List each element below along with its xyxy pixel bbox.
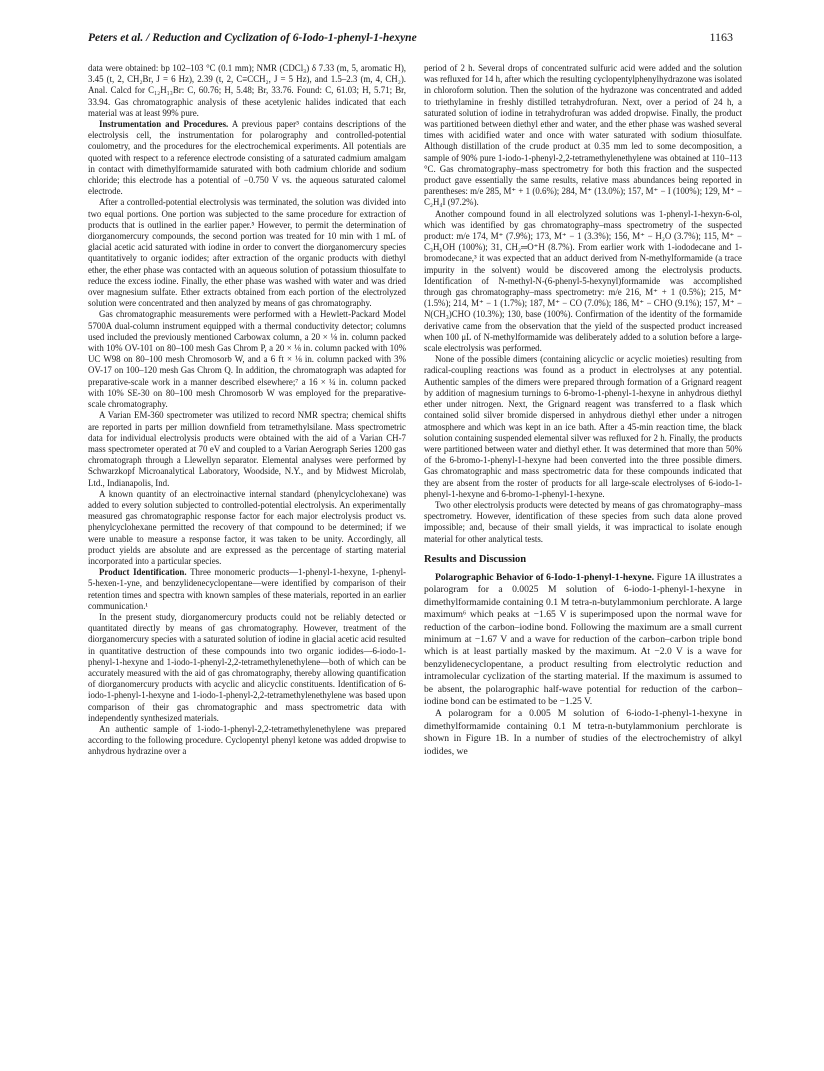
- paragraph: A polarogram for a 0.005 M solution of 6-iodo-1-phenyl-1-hexyne in dimethylformamide containing 0.1 M tetra-n-butylammonium perchlorate is shown in Figure 1B. In a number of studies of the electrochemistry of alkyl iodides, we: [424, 708, 742, 757]
- running-title: Peters et al. / Reduction and Cyclization of 6-Iodo-1-phenyl-1-hexyne: [88, 32, 417, 44]
- paragraph: period of 2 h. Several drops of concentrated sulfuric acid were added and the solution was refluxed for 14 h, after which the resulting cyclopentylphenylhydrazone was isolated in chloroform solution. Then the solution of the hydrazone was concentrated and added to triethylamine in freshly distilled tetrahydrofuran. Next, over a period of 24 h, a saturated solution of iodine in tetrahydrofuran was added dropwise. Finally, the product was partitioned between diethyl ether and water, and the ether phase was washed several times with acidified water and once with water saturated with sodium thiosulfate. Although distillation of the crude product at 0.35 mm led to some decomposition, a sample of 90% pure 1-iodo-1-phenyl-2,2-tetramethylenethylene was obtained at 110–113 °C. Gas chromatography–mass spectrometry for both this fraction and the suspected product gave essentially the same results, relative mass abundances being reported in parentheses: m/e 285, M⁺ + 1 (0.6%); 284, M⁺ (13.0%); 157, M⁺ − I (100%); 129, M⁺ − C₂H₄I (97.2%).: [424, 63, 742, 208]
- run-in-heading: Product Identification.: [99, 567, 187, 578]
- run-in-heading: Instrumentation and Procedures.: [99, 119, 229, 130]
- running-header: [88, 30, 733, 48]
- paragraph: [88, 567, 406, 612]
- page-number: 1163: [709, 30, 733, 44]
- paragraph: None of the possible dimers (containing alicyclic or acyclic moieties) resulting from radical-coupling reactions was found as a product in electrolyses at any potential. Authentic samples of the dimers were prepared through formation of a Grignard reagent by addition of magnesium turnings to 6-bromo-1-phenyl-1-hexyne in anhydrous diethyl ether under nitrogen. Next, the Grignard reagent was transferred to a flask which contained solid silver bromide dispersed in anhydrous diethyl ether under a nitrogen atmosphere and which was kept in an ice bath. After a 45-min reaction time, the black solution containing suspended elemental silver was refluxed for 2 h. Finally, the products were partitioned between water and diethyl ether. It was determined that more than 50% of the 6-bromo-1-phenyl-1-hexyne had been converted into the three possible dimers. Gas chromatographic and mass spectrometric data for these compounds indicated that they are absent from the roster of products for all large-scale electrolyses of 6-iodo-1-phenyl-1-hexyne and 6-bromo-1-phenyl-1-hexyne.: [424, 354, 742, 499]
- run-in-heading: Polarographic Behavior of 6-Iodo-1-phenyl-1-hexyne.: [435, 571, 655, 583]
- paragraph: Gas chromatographic measurements were performed with a Hewlett-Packard Model 5700A dual-column instrument equipped with a thermal conductivity detector; columns used included the previously mentioned Carbowax column, a 20 × ⅛ in. column packed with 10% OV-101 on 80–100 mesh Gas Chrom P, a 20 × ⅛ in. column packed with 10% UC W98 on 80–100 mesh Chromosorb W, and a 6 ft × ⅛ in. column packed with 3% OV-17 on 100–120 mesh Gas Chrom Q. In addition, the chromatograph was adapted for preparative-scale work in a manner described elsewhere;⁷ a 16 × ¼ in. column packed with 10% SE-30 on 80–100 mesh Chromosorb W was employed for the preparative-scale chromatography.: [88, 309, 406, 410]
- paragraph: Another compound found in all electrolyzed solutions was 1-phenyl-1-hexyn-6-ol, which was identified by gas chromatography–mass spectrometry of the suspected product: m/e 174, M⁺ (7.9%); 173, M⁺ − 1 (3.3%); 156, M⁺ − H₂O (3.7%); 115, M⁺ − C₃H₆OH (100%); 31, CH₂═O⁺H (8.7%). From earlier work with 1-iododecane and 1-bromodecane,³ it was expected that an adduct derived from N-methylformamide (a trace impurity in the solvent) would be discovered among the electrolysis products. Identification of N-methyl-N-(6-phenyl-5-hexynyl)formamide was accomplished through gas chromatography–mass spectrometry: m/e 216, M⁺ + 1 (0.5%); 215, M⁺ (1.5%); 214, M⁺ − 1 (1.7%); 187, M⁺ − CO (7.0%); 186, M⁺ − CHO (9.1%); 157, M⁺ − N(CH₃)CHO (10.3%); 130, base (100%). Confirmation of the identity of the formamide derivative came from the observation that the yield of the suspected product increased when 100 μL of N-methylformamide was deliberately added to a solution before a large-scale electrolysis was performed.: [424, 208, 742, 354]
- paragraph: In the present study, diorganomercury products could not be reliably detected or quantitated directly by means of gas chromatography. However, treatment of the diorganomercury species with a saturated solution of iodine in glacial acetic acid resulted in quantitative destruction of these compounds into two organic iodides—6-iodo-1-phenyl-1-hexyne and 1-iodo-1-phenyl-2,2-tetramethylenethylene—both of which can be accurately measured with the aid of gas chromatography, thereby allowing quantification of diorganomercury products with acyclic and alicyclic constituents. Identification of 6-iodo-1-phenyl-1-hexyne and 1-iodo-1-phenyl-2,2-tetramethylenethylene was based upon comparison of their gas chromatographic and mass spectrometric data with independently synthesized materials.: [88, 611, 406, 723]
- left-column: [88, 63, 406, 758]
- paragraph: After a controlled-potential electrolysis was terminated, the solution was divided into two equal portions. One portion was subjected to the same procedure for extraction of products that is outlined in the earlier paper.⁵ However, to permit the determination of diorganomercury compounds, the second portion was treated for 10 min with 1 mL of glacial acetic acid saturated with iodine in order to convert the diorganomercury species quantitatively to organic iodides; after extraction of the organic products with diethyl ether, the ether phase was contacted with an aqueous solution of potassium thiosulfate to reduce the excess iodine. Finally, the ether phase was washed with water and was dried over magnesium sulfate. Ether extracts obtained from each portion of the electrolyzed solution were concentrated and then analyzed by means of gas chromatography.: [88, 197, 406, 309]
- paragraph: [424, 572, 742, 708]
- paragraph: data were obtained: bp 102–103 °C (0.1 mm); NMR (CDCl₃) δ 7.33 (m, 5, aromatic H), 3.45 (t, 2, CH₂Br, J = 6 Hz), 2.39 (t, 2, C≡CCH₂, J = 5 Hz), and 1.5–2.3 (m, 4, CH₂). Anal. Calcd for C₁₂H₁₃Br: C, 60.76; H, 5.48; Br, 33.76. Found: C, 61.03; H, 5.71; Br, 33.94. Gas chromatographic analysis of these acetylenic halides indicated that each material was at least 99% pure.: [88, 63, 406, 118]
- paragraph: Two other electrolysis products were detected by means of gas chromatography–mass spectrometry. However, identification of these species from such data alone proved impossible; and, because of their small yields, it was impractical to isolate enough material for other analytical tests.: [424, 499, 742, 544]
- paragraph-text: Three monomeric products—1-phenyl-1-hexyne, 1-phenyl-5-hexen-1-yne, and benzylidenecyclopentane—were identified by comparison of their retention times and spectra with known samples of these materials, reported in an earlier communication.¹: [88, 567, 406, 611]
- paragraph: [88, 119, 406, 197]
- right-column: [424, 63, 742, 758]
- paragraph: An authentic sample of 1-iodo-1-phenyl-2,2-tetramethylenethylene was prepared according to the following procedure. Cyclopentyl phenyl ketone was added dropwise to anhydrous hydrazine over a: [88, 723, 406, 757]
- section-heading: Results and Discussion: [424, 553, 527, 565]
- paragraph: A known quantity of an electroinactive internal standard (phenylcyclohexane) was added to every solution subjected to controlled-potential electrolysis. An experimentally measured gas chromatographic response factor for each major electrolysis product vs. phenylcyclohexane permitted the recovery of that compound to be determined; if we were unable to measure a response factor, it was taken to be unity. Accordingly, all product yields are absolute and are expressed as the percentage of starting material incorporated into a particular species.: [88, 488, 406, 566]
- paragraph: A Varian EM-360 spectrometer was utilized to record NMR spectra; chemical shifts are reported in parts per million downfield from tetramethylsilane. Mass spectrometric data for individual electrolysis products were obtained with the aid of a Varian CH-7 mass spectrometer operated at 70 eV and coupled to a Varian Aerograph Series 1200 gas chromatograph through a Llewellyn separator. Elemental analyses were performed by Schwarzkopf Microanalytical Laboratory, Woodside, N.Y., and by Midwest Microlab, Ltd., Indianapolis, Ind.: [88, 410, 406, 488]
- paragraph-text: A previous paper⁵ contains descriptions of the electrolysis cell, the instrumentation for polarography and controlled-potential coulometry, and the procedures for the electrochemical experiments. All potentials are quoted with respect to a reference electrode consisting of a saturated cadmium amalgam in contact with dimethylformamide saturated with both cadmium chloride and sodium chloride; this electrode has a potential of −0.750 V vs. the aqueous saturated calomel electrode.: [88, 119, 406, 197]
- paragraph-text: Figure 1A illustrates a polarogram for a 0.0025 M solution of 6-iodo-1-phenyl-1-hexyne in dimethylformamide containing 0.1 M tetra-n-butylammonium perchlorate. A large maximum⁶ which peaks at −1.65 V is superimposed upon the normal wave for reduction of the carbon–iodine bond. Following the maximum are a small current minimum at −1.67 V and a wave for reduction of the carbon–carbon triple bond which is at least partially masked by the maximum. At −2.0 V is a wave for benzylidenecyclopentane, a product resulting from electrolytic reduction and intramolecular cyclization of the starting material. If the maximum is assumed to be absent, the polarographic half-wave potential for reduction of the carbon–iodine bond can be estimated to be −1.25 V.: [424, 571, 743, 707]
